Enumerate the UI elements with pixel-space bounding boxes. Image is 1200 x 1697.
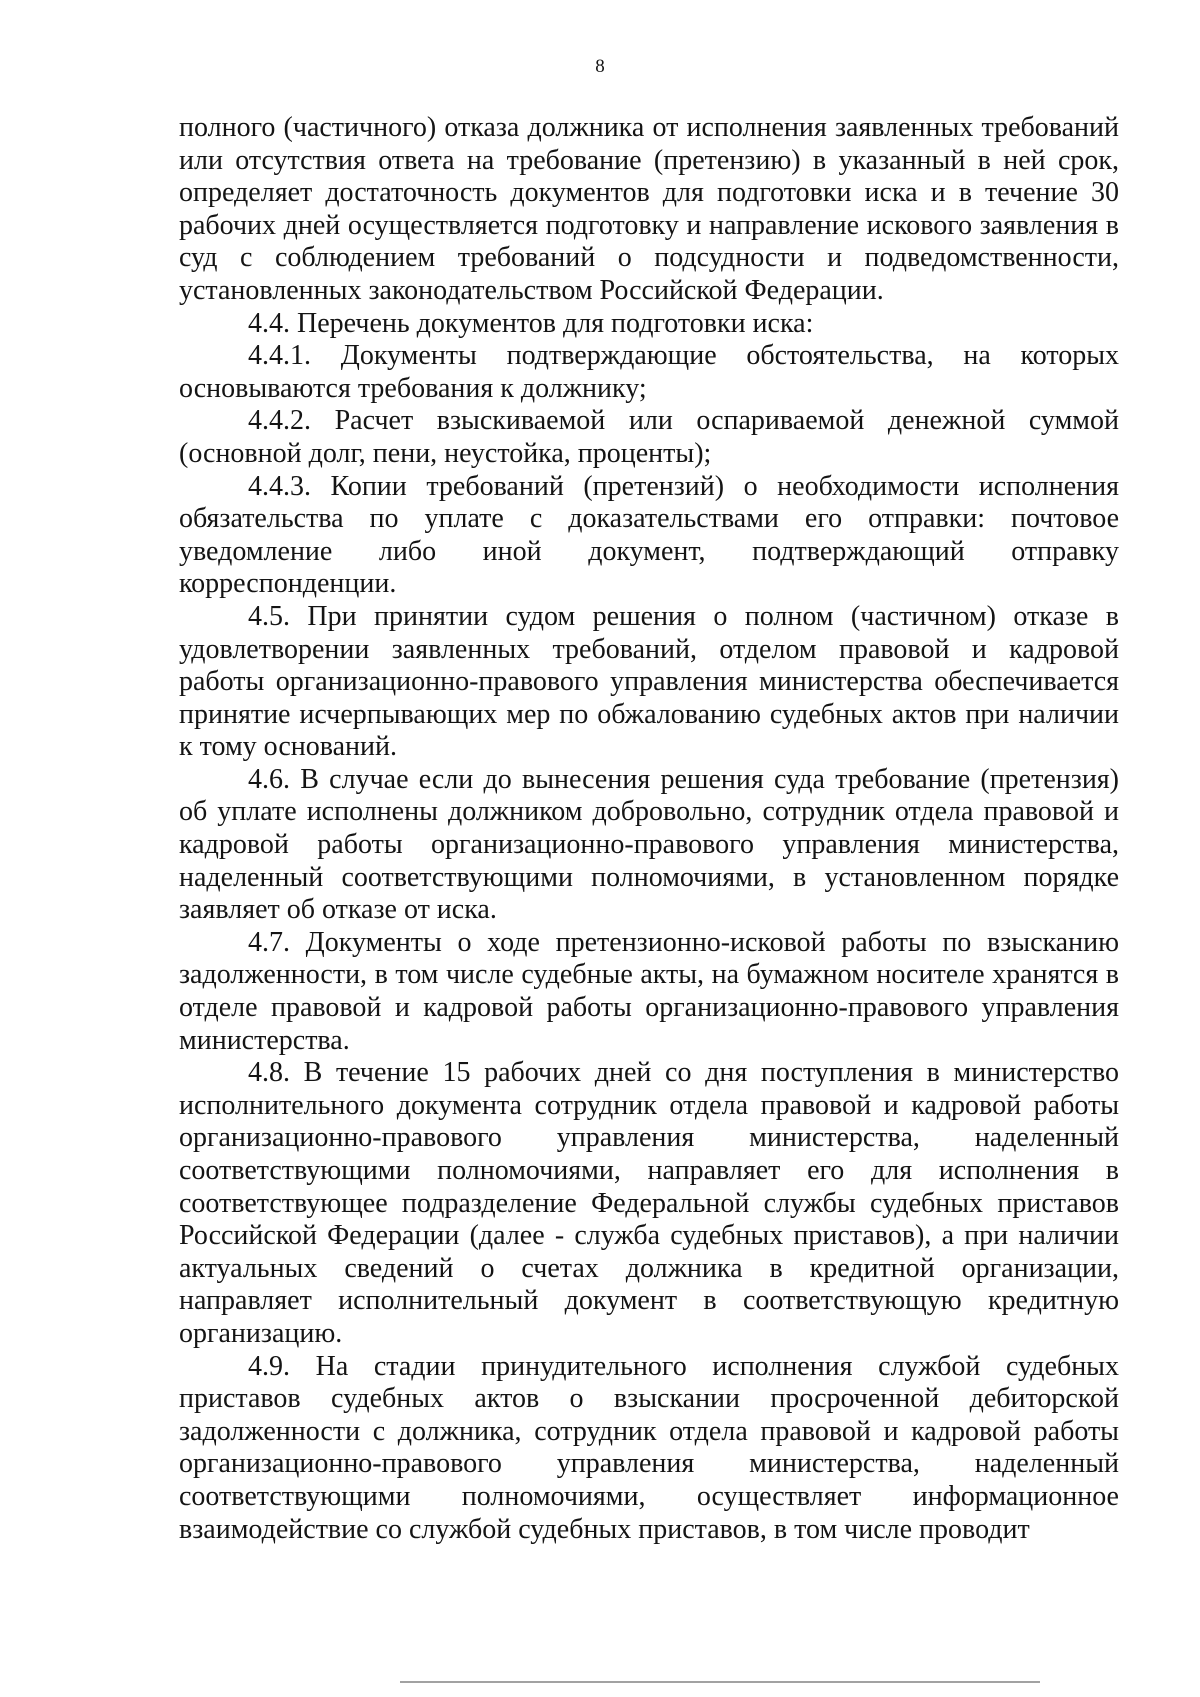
paragraph-4-6: 4.6. В случае если до вынесения решения суда требование (претензия) об уплате исполнены должником добровольно, сотрудник отдела правовой и кадровой работы организационно-правового управления министерства, наделенный соответствующими полномочиями, в установленном порядке заявляет об отказе от иска. xyxy=(179,763,1119,926)
paragraph-4-5: 4.5. При принятии судом решения о полном (частичном) отказе в удовлетворении заявленных требований, отделом правовой и кадровой работы организационно-правового управления министерства обеспечивается принятие исчерпывающих мер по обжалованию судебных актов при наличии к тому оснований. xyxy=(179,600,1119,763)
page-number: 8 xyxy=(595,56,605,77)
document-body xyxy=(179,112,1119,1546)
paragraph-4-4: 4.4. Перечень документов для подготовки иска: xyxy=(248,307,814,339)
paragraph-continuation: полного (частичного) отказа должника от исполнения заявленных требований или отсутствия ответа на требование (претензию) в указанный в ней срок, определяет достаточность документов для подготовки иска и в течение 30 рабочих дней осуществляется подготовку и направление искового заявления в суд с соблюдением требований о подсудности и подведомственности, установленных законодательством Российской Федерации. xyxy=(179,112,1119,306)
paragraph-4-4-3: 4.4.3. Копии требований (претензий) о необходимости исполнения обязательства по уплате с доказательствами его отправки: почтовое уведомление либо иной документ, подтверждающий отправку корреспонденции. xyxy=(179,470,1119,600)
paragraph-4-7: 4.7. Документы о ходе претензионно-исковой работы по взысканию задолженности, в том числе судебные акты, на бумажном носителе хранятся в отделе правовой и кадровой работы организационно-правового управления министерства. xyxy=(179,926,1119,1056)
paragraph-4-4-2: 4.4.2. Расчет взыскиваемой или оспариваемой денежной суммой (основной долг, пени, неустойка, проценты); xyxy=(179,405,1119,469)
scan-edge-line xyxy=(400,1681,1040,1683)
paragraph-4-4-1: 4.4.1. Документы подтверждающие обстоятельства, на которых основываются требования к должнику; xyxy=(179,340,1119,404)
paragraph-4-9: 4.9. На стадии принудительного исполнения службой судебных приставов судебных актов о взыскании просроченной дебиторской задолженности с должника, сотрудник отдела правовой и кадровой работы организационно-правового управления министерства, наделенный соответствующими полномочиями, осуществляет информационное взаимодействие со службой судебных приставов, в том числе проводит xyxy=(179,1350,1119,1545)
paragraph-4-8: 4.8. В течение 15 рабочих дней со дня поступления в министерство исполнительного документа сотрудник отдела правовой и кадровой работы организационно-правового управления министерства, наделенный соответствующими полномочиями, направляет его для исполнения в соответствующее подразделение Федеральной службы судебных приставов Российской Федерации (далее - служба судебных приставов), а при наличии актуальных сведений о счетах должника в кредитной организации, направляет исполнительный документ в соответствующую кредитную организацию. xyxy=(179,1057,1119,1349)
